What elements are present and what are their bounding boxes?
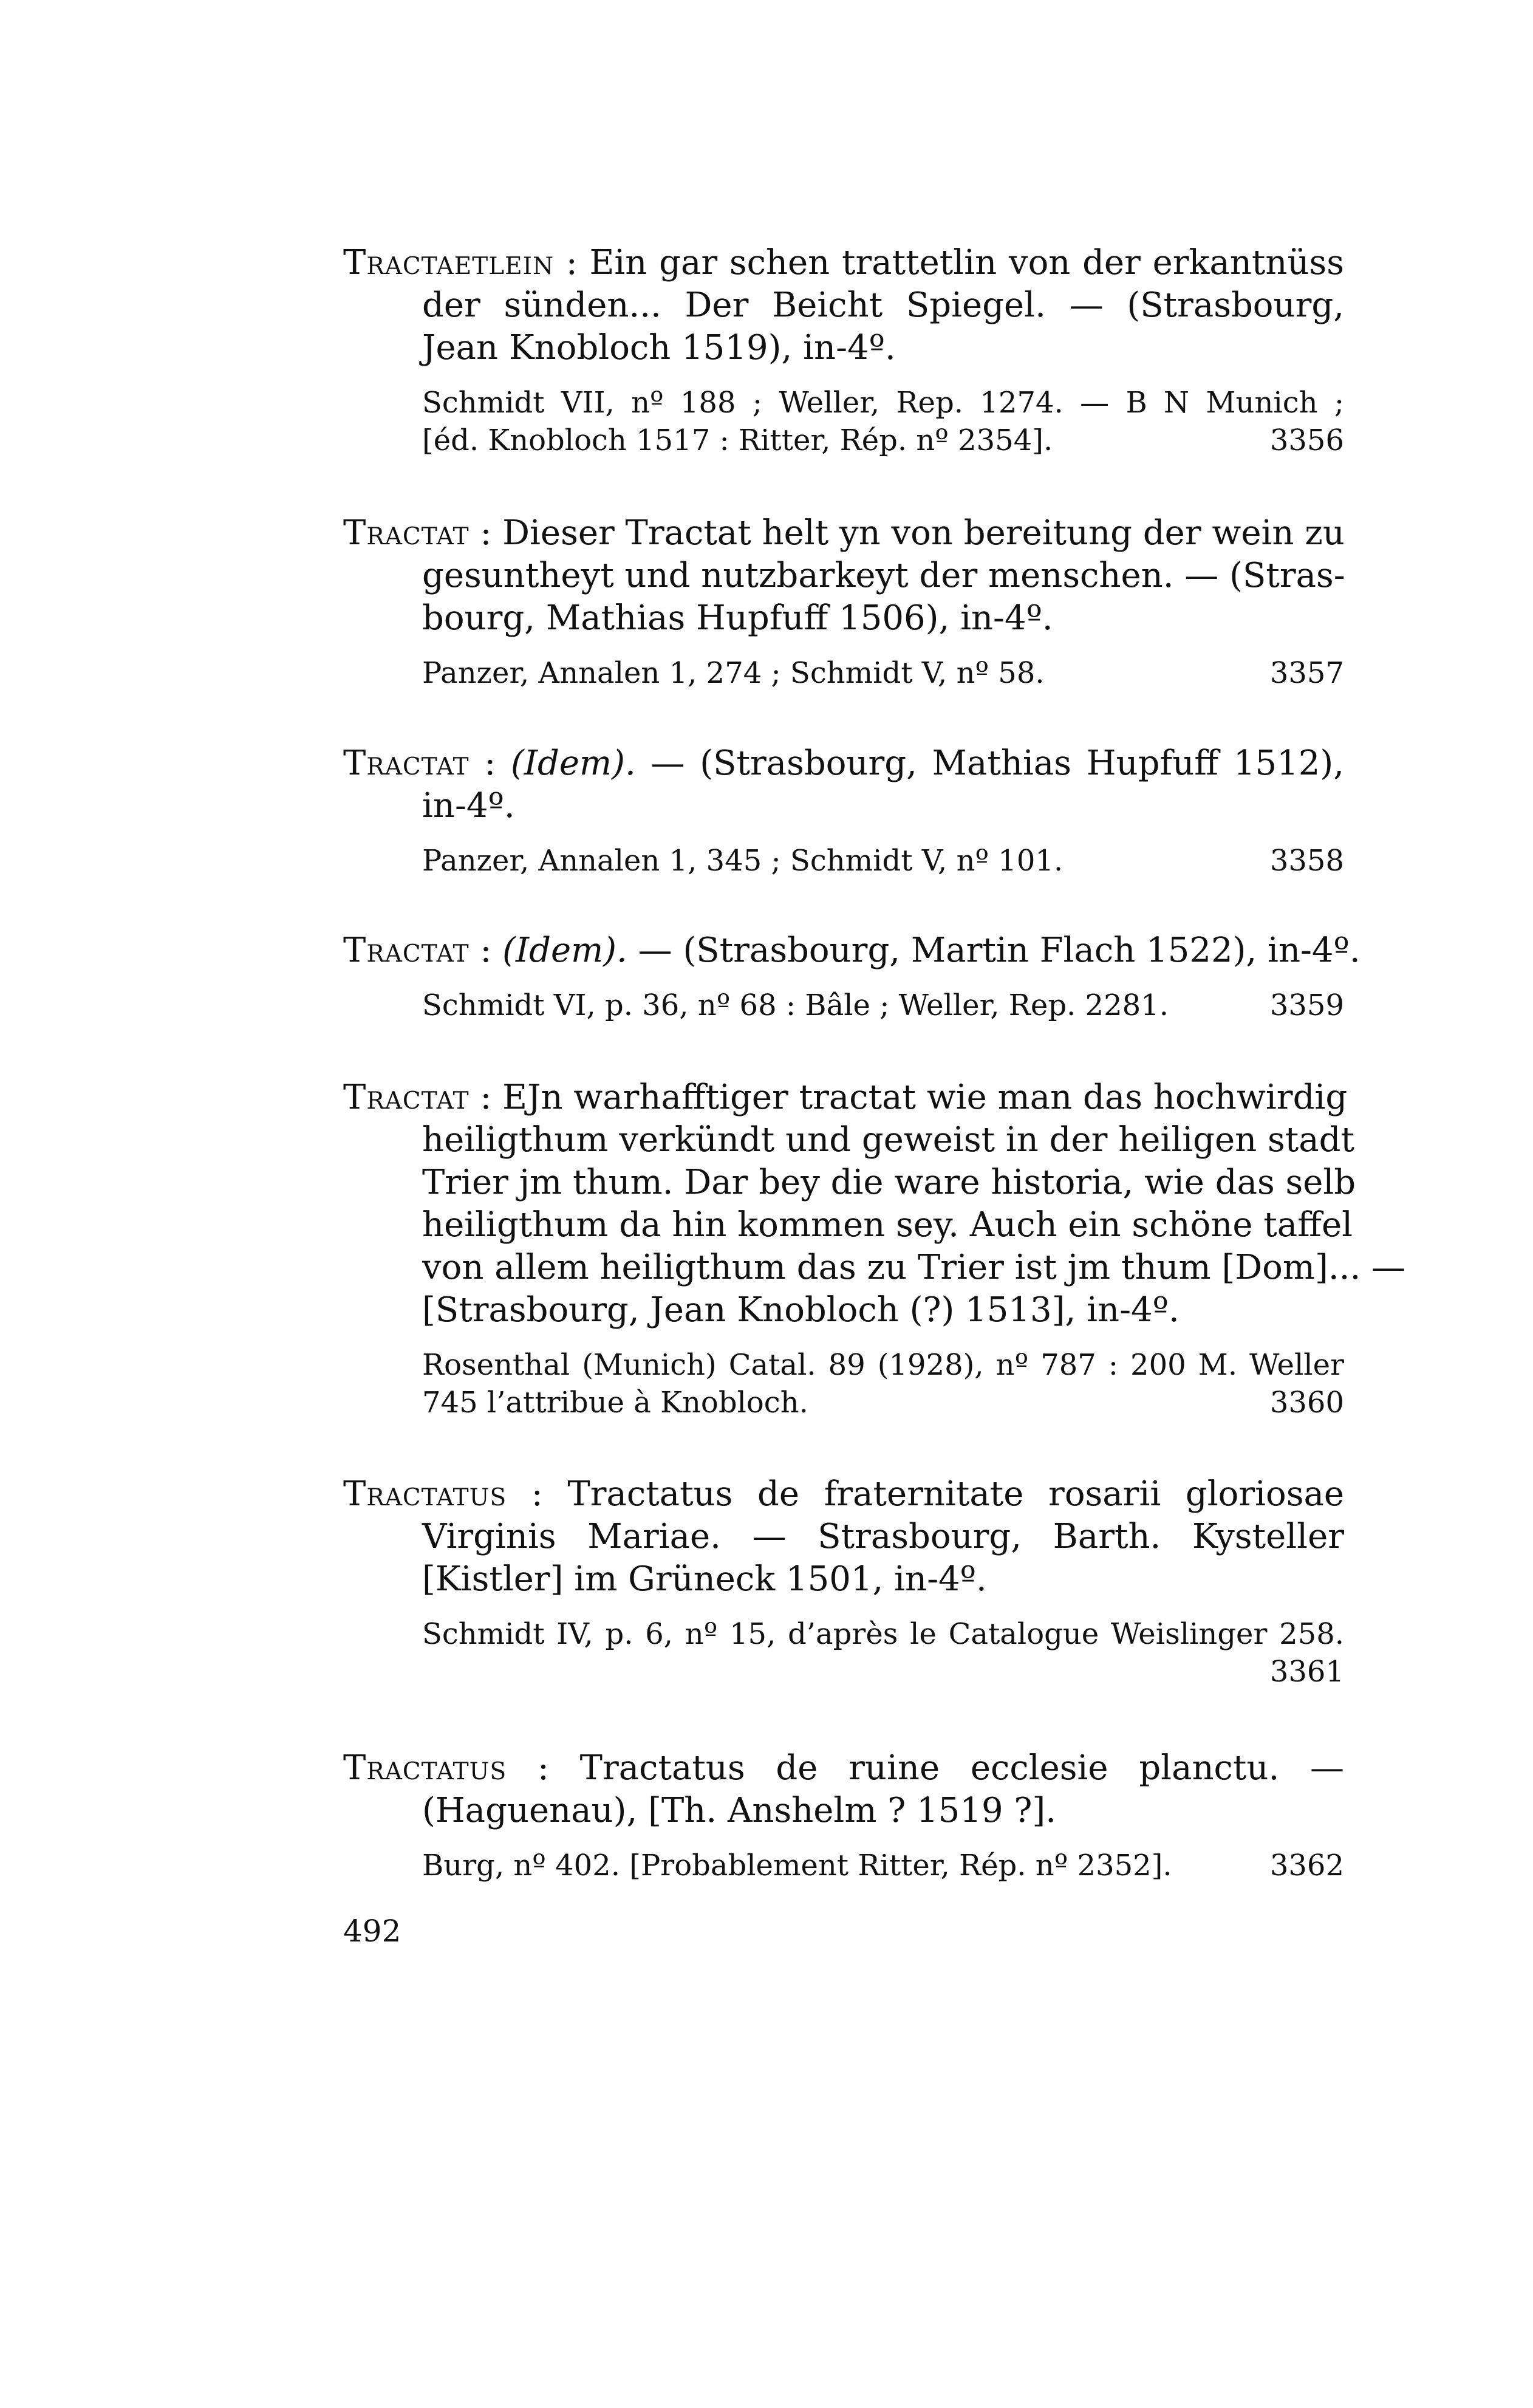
entry-title-line: Trier jm thum. Dar bey die ware historia, wie das selb — [422, 1163, 1356, 1202]
entry-heading: Tractaetlein — [343, 243, 555, 282]
entry-title-line: (Haguenau), [Th. Anshelm ? 1519 ?]. — [422, 1791, 1057, 1830]
entry-title-line: [Strasbourg, Jean Knobloch (?) 1513], in-4º. — [422, 1290, 1180, 1330]
entry-note: Schmidt VII, nº 188 ; Weller, Rep. 1274. — B N Munich ; — [422, 386, 1344, 420]
bibliography-entry-3360 — [343, 1076, 1406, 1421]
bibliography-entry-3356 — [343, 242, 1344, 459]
entry-title-line: von allem heiligthum das zu Trier ist jm thum [Dom]... — — [422, 1248, 1406, 1287]
entry-title-line: Virginis Mariae. — Strasbourg, Barth. Kysteller — [422, 1517, 1344, 1556]
entry-title-line: heiligthum verkündt und geweist in der heiligen stadt — [422, 1120, 1354, 1160]
entry-note-row — [343, 422, 1344, 459]
entry-note-row — [343, 987, 1344, 1024]
entry-title-line: Jean Knobloch 1519), in-4º. — [422, 328, 896, 368]
entry-heading: Tractat — [343, 744, 469, 783]
bibliography-entry-3362 — [343, 1747, 1344, 1884]
entry-title-line: [Kistler] im Grüneck 1501, in-4º. — [422, 1559, 987, 1599]
entry-number: 3359 — [1269, 988, 1344, 1022]
entry-number: 3358 — [1269, 844, 1344, 878]
entry-note-row — [343, 842, 1344, 880]
idem-label: (Idem). — [511, 744, 636, 783]
entry-note: Panzer, Annalen 1, 345 ; Schmidt V, nº 101. — [422, 844, 1064, 878]
entry-note: [éd. Knobloch 1517 : Ritter, Rép. nº 2354]. — [422, 423, 1053, 457]
entry-title-line: Tractat : Dieser Tractat helt yn von bereitung der wein zu — [343, 513, 1345, 553]
entry-note-row — [343, 1384, 1344, 1421]
entry-title-line: Tractat : (Idem). — (Strasbourg, Mathias Hupfuff 1512), — [343, 744, 1344, 783]
entry-title-line: Tractat : EJn warhafftiger tractat wie man das hochwirdig — [343, 1078, 1348, 1117]
entry-number: 3357 — [1269, 656, 1344, 690]
entry-title-line: Tractatus : Tractatus de ruine ecclesie planctu. — — [343, 1748, 1345, 1788]
entry-note: Schmidt VI, p. 36, nº 68 : Bâle ; Weller, Rep. 2281. — [422, 988, 1169, 1022]
bibliography-entry-3361 — [343, 1473, 1344, 1691]
page-number: 492 — [343, 1914, 401, 1949]
entry-title-line: Tractatus : Tractatus de fraternitate rosarii gloriosae — [343, 1474, 1345, 1514]
entry-note: Panzer, Annalen 1, 274 ; Schmidt V, nº 58. — [422, 656, 1045, 690]
entry-title-line: in-4º. — [422, 786, 515, 826]
entry-title-line: heiligthum da hin kommen sey. Auch ein schöne taffel — [422, 1205, 1353, 1245]
entry-title-line: gesuntheyt und nutzbarkeyt der menschen. — (Stras- — [422, 556, 1345, 595]
idem-label: (Idem). — [502, 931, 627, 970]
entry-heading: Tractatus — [343, 1474, 507, 1514]
entry-number: 3356 — [1269, 423, 1344, 457]
entry-number: 3362 — [1269, 1849, 1344, 1883]
bibliography-entry-3359 — [343, 929, 1361, 1024]
entry-number: 3360 — [1269, 1386, 1344, 1420]
entry-heading: Tractat — [343, 513, 469, 553]
entry-title-line: bourg, Mathias Hupfuff 1506), in-4º. — [422, 598, 1053, 638]
entry-heading: Tractatus — [343, 1748, 507, 1788]
entry-number: 3361 — [1269, 1655, 1344, 1689]
entry-title-line: der sünden... Der Beicht Spiegel. — (Strasbourg, — [422, 286, 1344, 325]
entry-note-row — [343, 654, 1344, 692]
bibliography-entry-3357 — [343, 512, 1344, 692]
entry-title-line: Tractaetlein : Ein gar schen trattetlin von der erkantnüss — [343, 243, 1344, 282]
entry-note-row — [343, 1847, 1344, 1884]
entry-note: Rosenthal (Munich) Catal. 89 (1928), nº 787 : 200 M. Weller — [422, 1348, 1344, 1382]
bibliography-entry-3358 — [343, 742, 1344, 880]
entry-title-line: Tractat : (Idem). — (Strasbourg, Martin Flach 1522), in-4º. — [343, 931, 1361, 970]
entry-note: Burg, nº 402. [Probablement Ritter, Rép. nº 2352]. — [422, 1849, 1172, 1883]
entry-note: 745 l’attribue à Knobloch. — [422, 1386, 808, 1420]
entry-note: Schmidt IV, p. 6, nº 15, d’après le Catalogue Weislinger 258. — [422, 1617, 1344, 1651]
entry-heading: Tractat — [343, 931, 469, 970]
entry-heading: Tractat — [343, 1078, 469, 1117]
